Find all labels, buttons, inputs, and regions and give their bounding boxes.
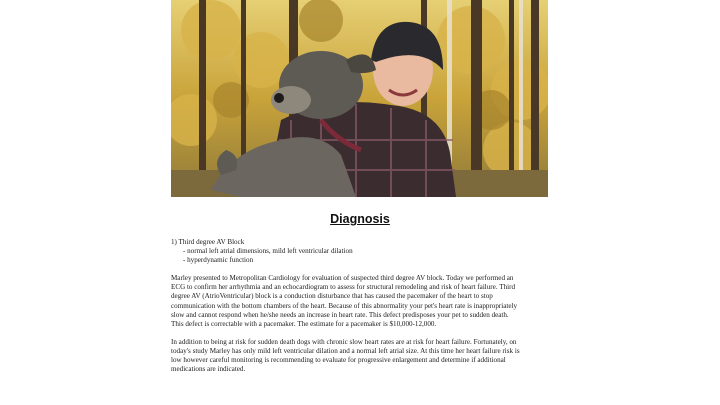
text-line: degree AV (AtrioVentricular) block is a conduction disturbance that has caused the pacemaker of the heart to stop <box>171 292 493 301</box>
page-title: Diagnosis <box>330 212 390 226</box>
text-line: ECG to confirm her arrhythmia and an echocardiogram to assess for structural remodeling and risk of heart failure. Third <box>171 283 515 292</box>
text-line: This defect is correctable with a pacemaker. The estimate for a pacemaker is $10,000-12,000. <box>171 319 437 328</box>
text-line: In addition to being at risk for sudden death dogs with chronic slow heart rates are at risk for heart failure. Fortunately, on <box>171 337 517 346</box>
paragraph-evaluation <box>171 274 551 329</box>
text-line: communication with the bottom chambers of the heart. Because of this abnormality your pet's heart rate is inappropriately <box>171 301 518 310</box>
diagnosis-detail: - normal left atrial dimensions, mild left ventricular dilation <box>183 247 353 256</box>
dog-and-owner-photo <box>171 0 548 197</box>
paragraph-heart-failure <box>171 338 551 374</box>
text-line: slow and cannot respond when he/she needs an increase in heart rate. This defect predisposes your pet to sudden death. <box>171 310 509 319</box>
text-line: today's study Marley has only mild left ventricular dilation and a normal left atrial size. At this time her heart failure risk is <box>171 346 520 355</box>
diagnosis-detail: - hyperdynamic function <box>183 256 254 265</box>
text-line: low however careful monitoring is recommending to evaluate for progressive enlargement and determine if additional <box>171 356 506 365</box>
text-line: Marley presented to Metropolitan Cardiology for evaluation of suspected third degree AV block. Today we performed an <box>171 274 514 283</box>
diagnosis-content <box>171 238 551 374</box>
diagnosis-item: 1) Third degree AV Block <box>171 238 245 246</box>
text-line: medications are indicated. <box>171 365 246 374</box>
